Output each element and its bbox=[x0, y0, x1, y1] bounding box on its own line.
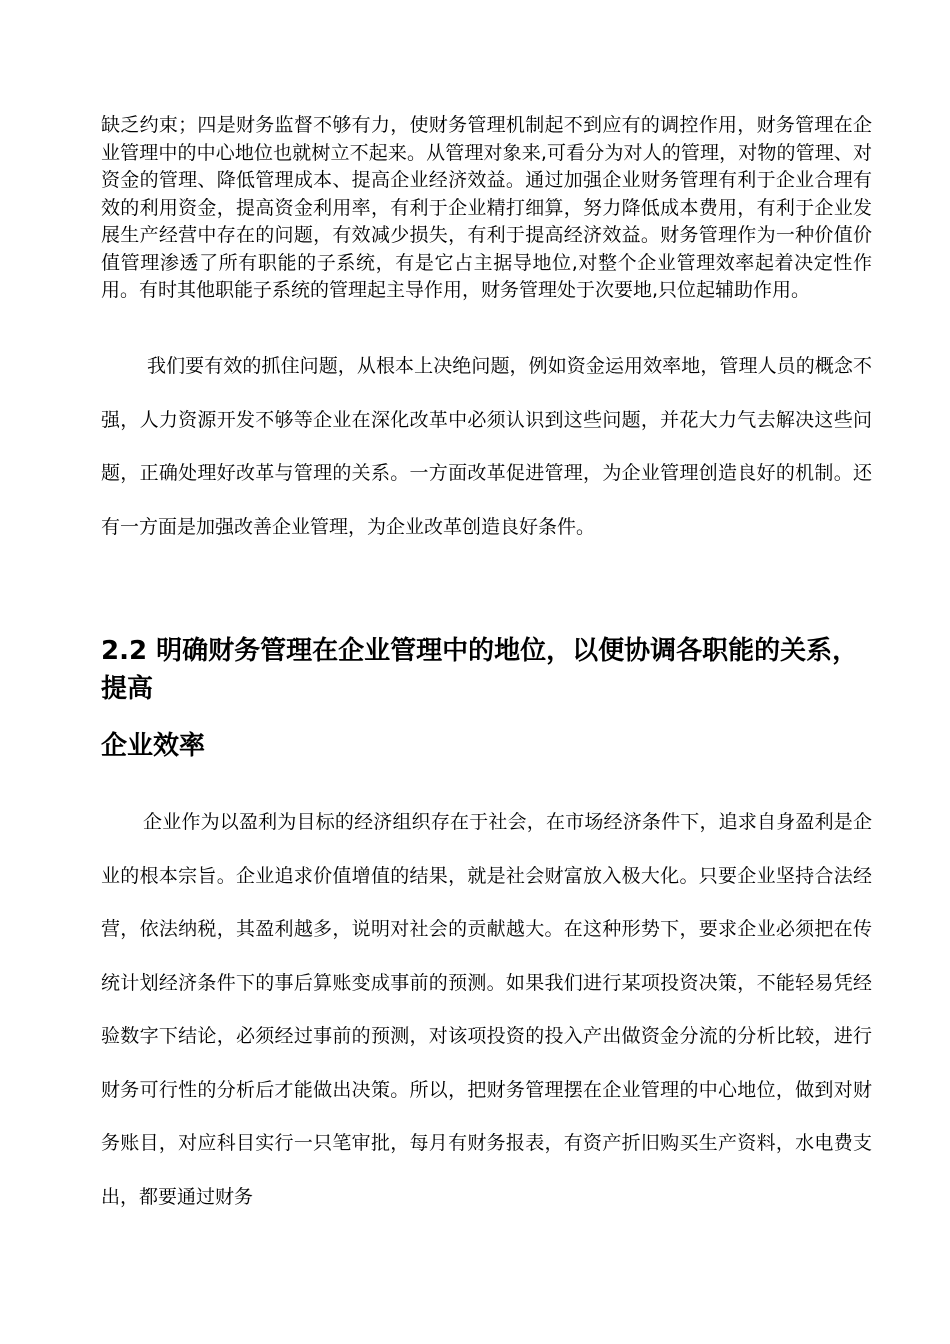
paragraph-solve-problems: 我们要有效的抓住问题，从根本上决绝问题，例如资金运用效率地，管理人员的概念不强，人力资源开发不够等企业在深化改革中必须认识到这些问题，并花大力气去解决这些问题，正确处理好改革与管理的关系。一方面改革促进管理，为企业管理创造良好的机制。还有一方面是加强改善企业管理，为企业改革创造良好条件。 bbox=[101, 355, 872, 538]
section-heading-2-2: 2.2 明确财务管理在企业管理中的地位，以便协调各职能的关系，提高 bbox=[101, 636, 859, 704]
section-heading-continuation: 企业效率 bbox=[101, 731, 206, 761]
paragraph-financial-management-control: 缺乏约束；四是财务监督不够有力，使财务管理机制起不到应有的调控作用，财务管理在企业管理中的中心地位也就树立不起来。从管理对象来,可看分为对人的管理，对物的管理、对资金的管理、降低管理成本、提高企业经济效益。通过加强企业财务管理有利于企业合理有效的利用资金，提高资金利用率，有利于企业精打细算，努力降低成本费用，有利于企业发展生产经营中存在的问题，有效减少损失，有利于提高经济效益。财务管理作为一种价值价值管理渗透了所有职能的子系统，有是它占主据导地位,对整个企业管理效率起着决定性作用。有时其他职能子系统的管理起主导作用，财务管理处于次要地,只位起辅助作用。 bbox=[101, 114, 872, 301]
paragraph-enterprise-profit: 企业作为以盈利为目标的经济组织存在于社会，在市场经济条件下，追求自身盈利是企业的根本宗旨。企业追求价值增值的结果，就是社会财富放入极大化。只要企业坚持合法经营，依法纳税，其盈利越多，说明对社会的贡献越大。在这种形势下，要求企业必须把在传统计划经济条件下的事后算账变成事前的预测。如果我们进行某项投资决策，不能轻易凭经验数字下结论，必须经过事前的预测，对该项投资的投入产出做资金分流的分析比较，进行财务可行性的分析后才能做出决策。所以，把财务管理摆在企业管理的中心地位，做到对财务账目，对应科目实行一只笔审批，每月有财务报表，有资产折旧购买生产资料，水电费支出，都要通过财务 bbox=[101, 811, 872, 1208]
